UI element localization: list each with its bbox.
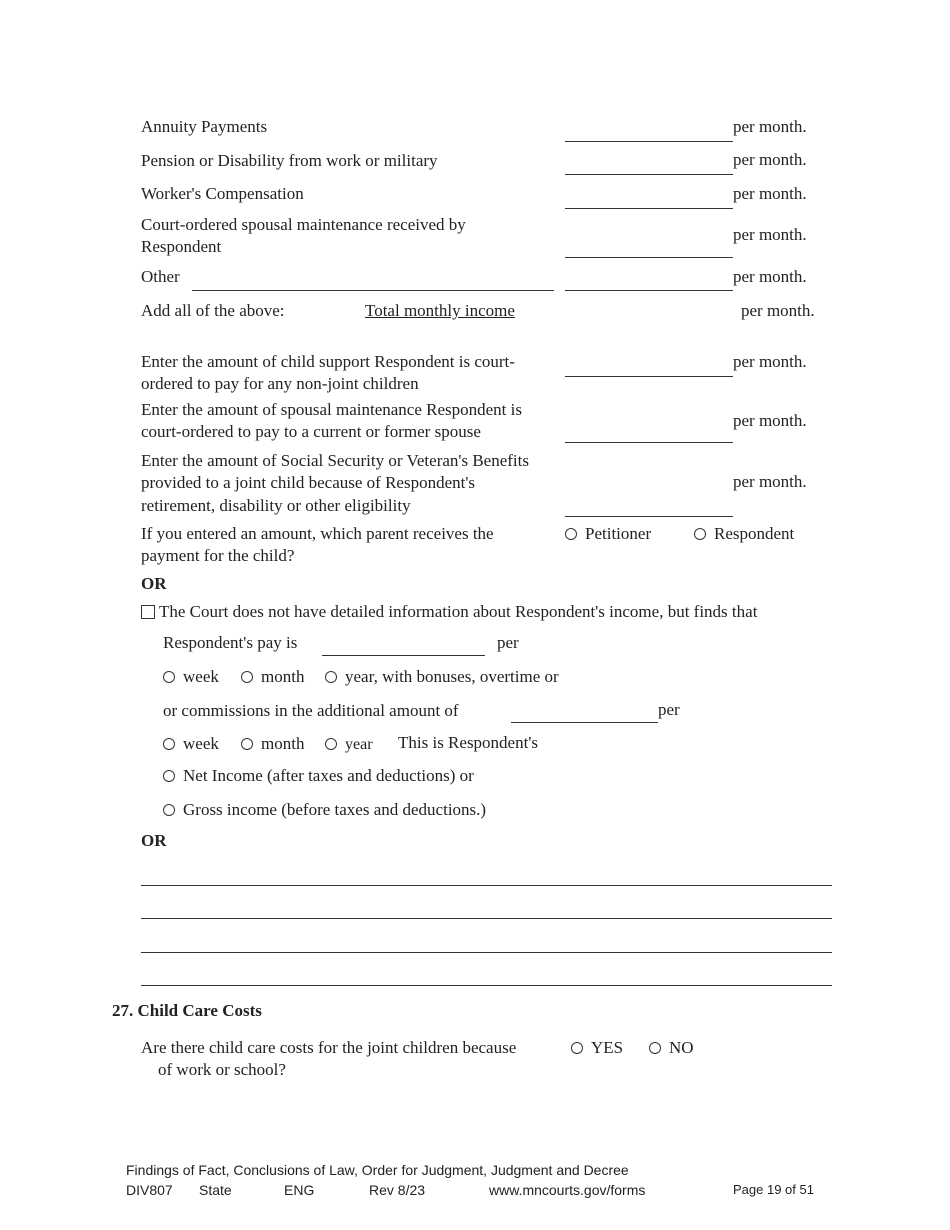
- annuity-input-line[interactable]: [565, 141, 733, 142]
- spousal-received-label-line1: Court-ordered spousal maintenance received by: [141, 215, 466, 234]
- per-month-label: per month.: [741, 301, 815, 320]
- pay-year-radio[interactable]: [325, 671, 337, 683]
- or-heading: OR: [141, 574, 167, 593]
- other-label: Other: [141, 267, 180, 286]
- pay-is-label: Respondent's pay is: [163, 633, 298, 652]
- comm-week-radio[interactable]: [163, 738, 175, 750]
- per-month-label: per month.: [733, 225, 807, 244]
- which-parent-label-line1: If you entered an amount, which parent receives the: [141, 524, 494, 543]
- add-all-label: Add all of the above:: [141, 301, 285, 320]
- respondent-radio[interactable]: [694, 528, 706, 540]
- week-label: week: [183, 734, 219, 753]
- spousal-pay-label-line1: Enter the amount of spousal maintenance Respondent is: [141, 400, 522, 419]
- spousal-pay-label-line2: court-ordered to pay to a current or former spouse: [141, 422, 481, 441]
- child-support-input-line[interactable]: [565, 376, 733, 377]
- per-month-label: per month.: [733, 184, 807, 203]
- year-bonus-label: year, with bonuses, overtime or: [345, 667, 559, 686]
- footer-page-number: Page 19 of 51: [733, 1182, 814, 1197]
- per-month-label: per month.: [733, 472, 807, 491]
- year-label: year: [345, 736, 373, 753]
- or-heading: OR: [141, 831, 167, 850]
- commissions-label: or commissions in the additional amount of: [163, 701, 459, 720]
- comm-week-option[interactable]: [163, 733, 219, 755]
- footer-url[interactable]: www.mncourts.gov/forms: [489, 1182, 646, 1198]
- petitioner-label: Petitioner: [585, 524, 652, 543]
- other-input-line[interactable]: [565, 290, 733, 291]
- workers-comp-input-line[interactable]: [565, 208, 733, 209]
- no-info-option[interactable]: [141, 601, 757, 623]
- child-care-yes-radio[interactable]: [571, 1042, 583, 1054]
- free-text-line-4[interactable]: [141, 985, 832, 986]
- per-month-label: per month.: [733, 150, 807, 169]
- footer-state: State: [199, 1182, 232, 1198]
- pay-year-option[interactable]: [325, 666, 559, 688]
- respondent-label: Respondent: [714, 524, 795, 543]
- month-label: month: [261, 734, 305, 753]
- pay-month-radio[interactable]: [241, 671, 253, 683]
- child-care-question-line2: of work or school?: [158, 1060, 286, 1079]
- total-monthly-income-label: Total monthly income: [365, 301, 515, 320]
- annuity-label: Annuity Payments: [141, 117, 268, 136]
- free-text-line-3[interactable]: [141, 952, 832, 953]
- child-care-heading: 27. Child Care Costs: [112, 1001, 262, 1020]
- per-month-label: per month.: [733, 117, 807, 136]
- respondent-option[interactable]: [694, 523, 794, 545]
- comm-year-option[interactable]: [325, 733, 373, 756]
- week-label: week: [183, 667, 219, 686]
- free-text-line-2[interactable]: [141, 918, 832, 919]
- gross-income-radio[interactable]: [163, 804, 175, 816]
- footer-rev: Rev 8/23: [369, 1182, 426, 1198]
- child-care-no-radio[interactable]: [649, 1042, 661, 1054]
- ss-benefits-label-line1: Enter the amount of Social Security or Veteran's Benefits: [141, 451, 529, 470]
- per-month-label: per month.: [733, 352, 807, 371]
- footer-form-id: DIV807: [126, 1182, 173, 1198]
- footer-lang: ENG: [284, 1182, 315, 1198]
- pension-label: Pension or Disability from work or military: [141, 151, 438, 170]
- month-label: month: [261, 667, 305, 686]
- spousal-pay-input-line[interactable]: [565, 442, 733, 443]
- which-parent-label-line2: payment for the child?: [141, 546, 295, 565]
- this-is-label: This is Respondent's: [398, 733, 539, 752]
- spousal-received-label-line2: Respondent: [141, 237, 222, 256]
- free-text-line-1[interactable]: [141, 885, 832, 886]
- pay-amount-input-line[interactable]: [322, 655, 485, 656]
- spousal-received-input-line[interactable]: [565, 257, 733, 258]
- petitioner-radio[interactable]: [565, 528, 577, 540]
- comm-year-radio[interactable]: [325, 738, 337, 750]
- child-support-label-line2: ordered to pay for any non-joint children: [141, 374, 419, 393]
- ss-benefits-label-line2: provided to a joint child because of Respondent's: [141, 473, 476, 492]
- child-care-yes-option[interactable]: [571, 1037, 623, 1059]
- pay-week-option[interactable]: [163, 666, 219, 688]
- commissions-input-line[interactable]: [511, 722, 658, 723]
- net-income-label: Net Income (after taxes and deductions) or: [183, 766, 474, 785]
- per-label: per: [658, 700, 680, 719]
- no-info-label: The Court does not have detailed information about Respondent's income, but finds that: [159, 602, 758, 621]
- no-info-checkbox[interactable]: [141, 605, 155, 619]
- child-support-label-line1: Enter the amount of child support Respondent is court-: [141, 352, 515, 371]
- no-label: NO: [669, 1038, 694, 1057]
- per-month-label: per month.: [733, 411, 807, 430]
- net-income-radio[interactable]: [163, 770, 175, 782]
- comm-month-option[interactable]: [241, 733, 304, 755]
- ss-benefits-input-line[interactable]: [565, 516, 733, 517]
- petitioner-option[interactable]: [565, 523, 651, 545]
- gross-income-label: Gross income (before taxes and deductions.): [183, 800, 487, 819]
- per-label: per: [497, 633, 519, 652]
- workers-comp-label: Worker's Compensation: [141, 184, 304, 203]
- footer-title: Findings of Fact, Conclusions of Law, Order for Judgment, Judgment and Decree: [126, 1162, 629, 1178]
- pay-month-option[interactable]: [241, 666, 304, 688]
- net-income-option[interactable]: [163, 765, 474, 787]
- gross-income-option[interactable]: [163, 799, 486, 821]
- ss-benefits-label-line3: retirement, disability or other eligibility: [141, 496, 411, 515]
- per-month-label: per month.: [733, 267, 807, 286]
- pay-week-radio[interactable]: [163, 671, 175, 683]
- child-care-no-option[interactable]: [649, 1037, 694, 1059]
- yes-label: YES: [591, 1038, 624, 1057]
- pension-input-line[interactable]: [565, 174, 733, 175]
- other-description-line[interactable]: [192, 290, 554, 291]
- comm-month-radio[interactable]: [241, 738, 253, 750]
- child-care-question-line1: Are there child care costs for the joint children because: [141, 1038, 517, 1057]
